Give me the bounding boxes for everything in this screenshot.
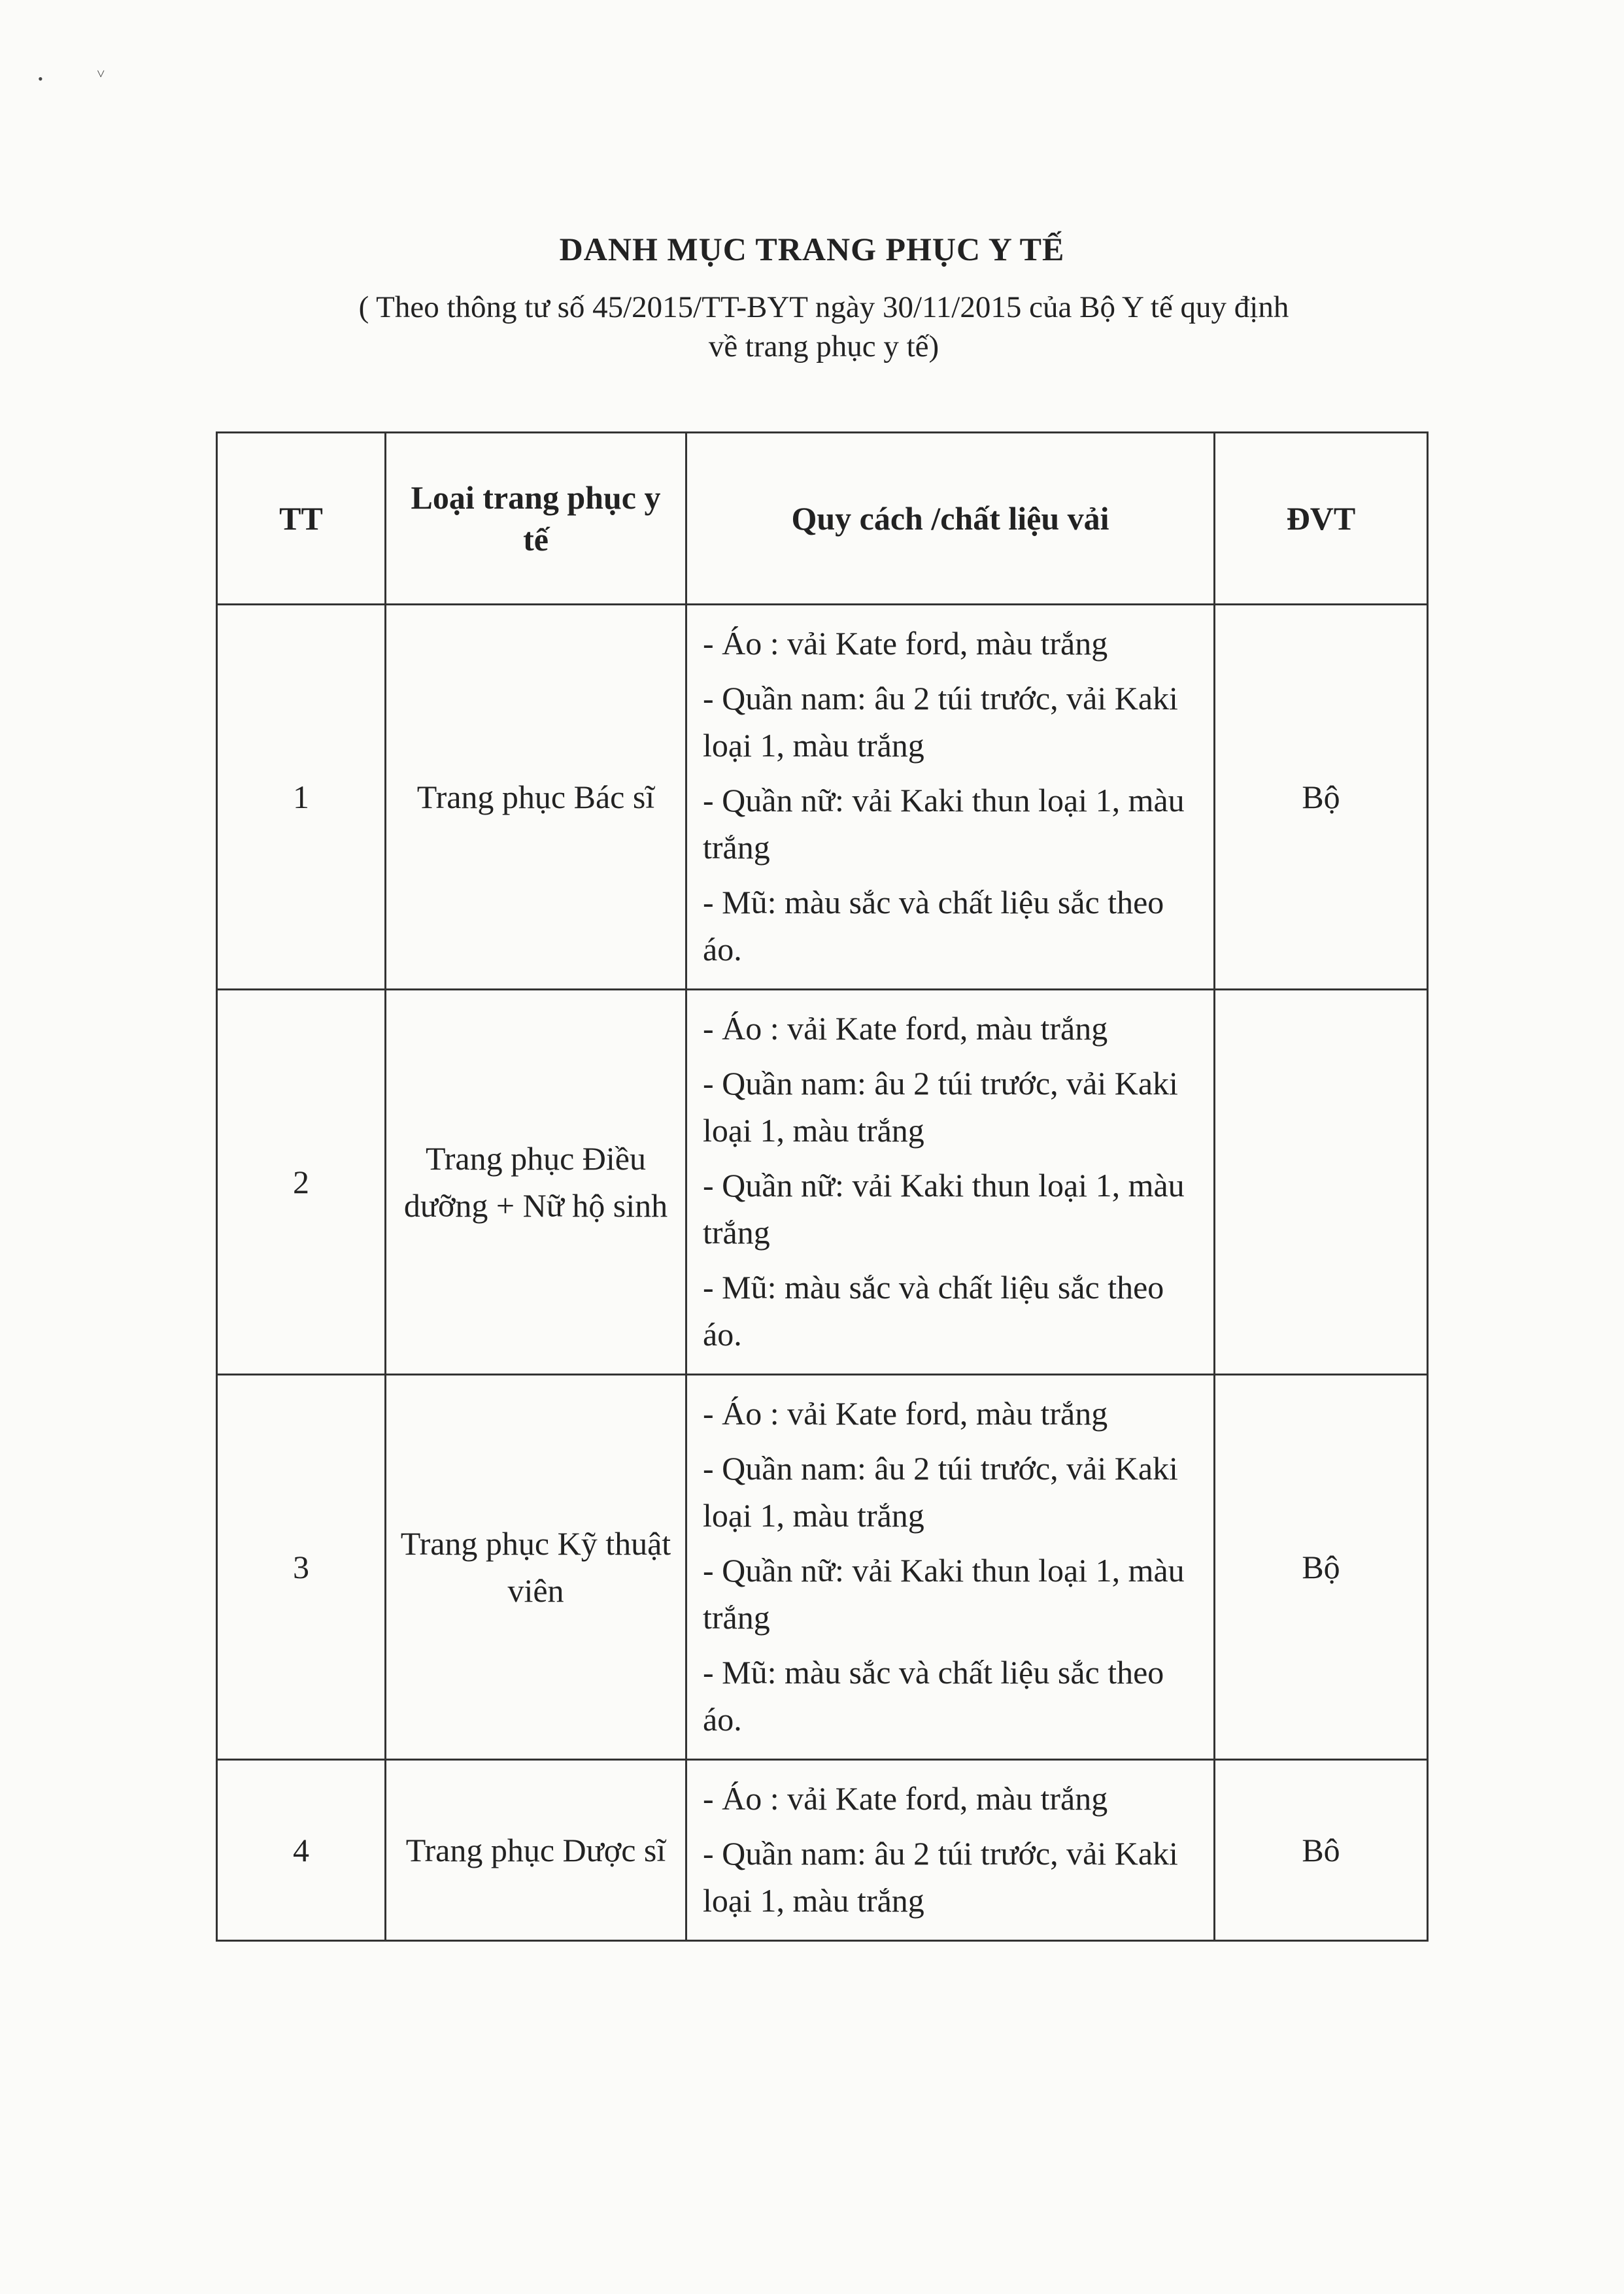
spec-line: - Quần nữ: vải Kaki thun loại 1, màu trắng (703, 1552, 1185, 1636)
spec-line: - Mũ: màu sắc và chất liệu sắc theo áo. (703, 1654, 1164, 1738)
row-uniform-type: Trang phục Điều dưỡng + Nữ hộ sinh (386, 990, 686, 1375)
header-unit: ĐVT (1215, 433, 1428, 605)
row-spec (686, 990, 1215, 1375)
table-row (217, 605, 1428, 990)
row-unit (1215, 990, 1428, 1375)
header-tt: TT (217, 433, 386, 605)
uniform-table (216, 431, 1429, 1942)
table-row (217, 1375, 1428, 1760)
subtitle-line: về trang phục y tế) (708, 329, 939, 363)
spec-line: - Quần nữ: vải Kaki thun loại 1, màu trắng (703, 782, 1185, 866)
row-unit: Bô (1215, 1760, 1428, 1941)
spec-line: - Quần nam: âu 2 túi trước, vải Kaki loại 1, màu trắng (703, 680, 1178, 764)
table-row (217, 1760, 1428, 1941)
header-type: Loại trang phục y tế (386, 433, 686, 605)
scan-speck: • (38, 71, 43, 87)
row-uniform-type: Trang phục Bác sĩ (386, 605, 686, 990)
spec-line: - Mũ: màu sắc và chất liệu sắc theo áo. (703, 884, 1164, 968)
header-spec: Quy cách /chất liệu vải (686, 433, 1215, 605)
spec-line: - Quần nam: âu 2 túi trước, vải Kaki loại 1, màu trắng (703, 1065, 1178, 1149)
row-spec (686, 1760, 1215, 1941)
scan-speck: ˅ (97, 65, 105, 82)
spec-line: - Áo : vải Kate ford, màu trắng (703, 625, 1108, 662)
spec-line: - Mũ: màu sắc và chất liệu sắc theo áo. (703, 1269, 1164, 1353)
row-number: 2 (217, 990, 386, 1375)
row-number: 1 (217, 605, 386, 990)
spec-line: - Áo : vải Kate ford, màu trắng (703, 1780, 1108, 1817)
table-header-row (217, 433, 1428, 605)
row-spec (686, 1375, 1215, 1760)
subtitle-line: ( Theo thông tư số 45/2015/TT-BYT ngày 30/11/2015 của Bộ Y tế quy định (358, 290, 1289, 324)
row-number: 4 (217, 1760, 386, 1941)
page-title: DANH MỤC TRANG PHỤC Y TẾ (559, 231, 1065, 267)
page-subtitle (190, 288, 1458, 366)
row-unit: Bộ (1215, 605, 1428, 990)
row-uniform-type: Trang phục Dược sĩ (386, 1760, 686, 1941)
row-number: 3 (217, 1375, 386, 1760)
spec-line: - Quần nam: âu 2 túi trước, vải Kaki loại 1, màu trắng (703, 1835, 1178, 1919)
table-row (217, 990, 1428, 1375)
spec-line: - Quần nam: âu 2 túi trước, vải Kaki loại 1, màu trắng (703, 1450, 1178, 1534)
spec-line: - Áo : vải Kate ford, màu trắng (703, 1395, 1108, 1432)
spec-line: - Áo : vải Kate ford, màu trắng (703, 1010, 1108, 1047)
spec-line: - Quần nữ: vải Kaki thun loại 1, màu trắng (703, 1167, 1185, 1251)
row-unit: Bộ (1215, 1375, 1428, 1760)
row-spec (686, 605, 1215, 990)
row-uniform-type: Trang phục Kỹ thuật viên (386, 1375, 686, 1760)
